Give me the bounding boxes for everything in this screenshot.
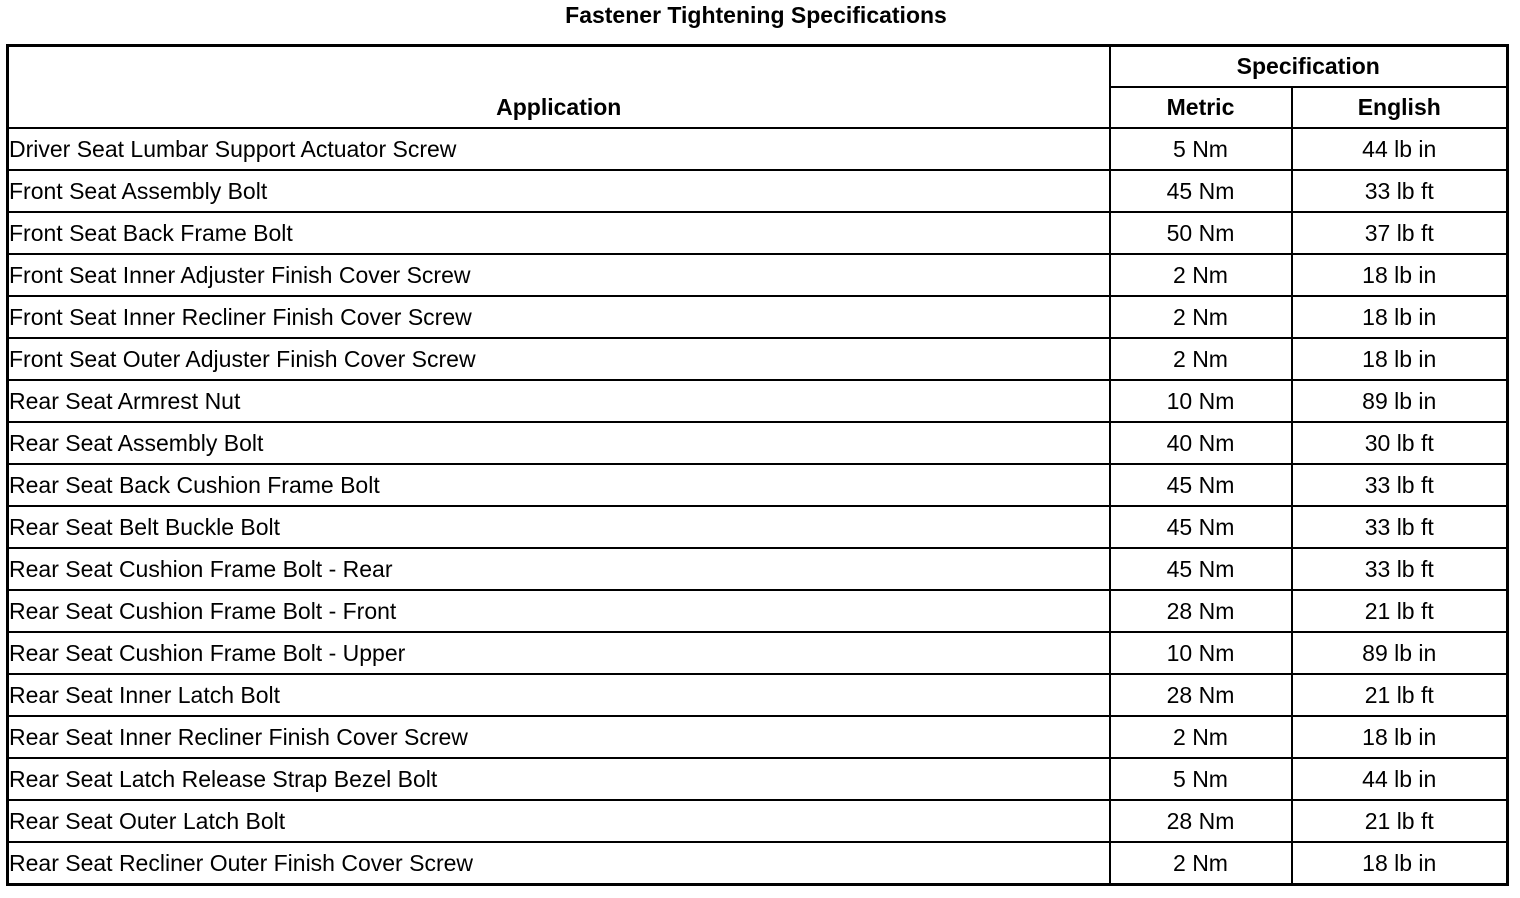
english-cell: 21 lb ft bbox=[1292, 590, 1508, 632]
application-header bbox=[8, 46, 1110, 129]
metric-cell: 45 Nm bbox=[1110, 506, 1292, 548]
metric-cell: 45 Nm bbox=[1110, 548, 1292, 590]
english-cell: 37 lb ft bbox=[1292, 212, 1508, 254]
table-row bbox=[8, 422, 1508, 464]
english-cell: 21 lb ft bbox=[1292, 674, 1508, 716]
document-title: Fastener Tightening Specifications bbox=[565, 2, 947, 28]
table-row bbox=[8, 674, 1508, 716]
application-cell: Front Seat Inner Adjuster Finish Cover Screw bbox=[8, 254, 1110, 296]
application-cell: Rear Seat Recliner Outer Finish Cover Screw bbox=[8, 842, 1110, 885]
table-row bbox=[8, 716, 1508, 758]
application-cell: Front Seat Assembly Bolt bbox=[8, 170, 1110, 212]
table-row bbox=[8, 170, 1508, 212]
metric-cell: 45 Nm bbox=[1110, 464, 1292, 506]
table-row bbox=[8, 842, 1508, 885]
specification-header-label: Specification bbox=[1236, 53, 1380, 79]
table-row bbox=[8, 380, 1508, 422]
english-cell: 21 lb ft bbox=[1292, 800, 1508, 842]
fastener-spec-table bbox=[6, 44, 1509, 886]
english-cell: 44 lb in bbox=[1292, 758, 1508, 800]
metric-cell: 2 Nm bbox=[1110, 842, 1292, 885]
application-cell: Front Seat Back Frame Bolt bbox=[8, 212, 1110, 254]
metric-cell: 2 Nm bbox=[1110, 716, 1292, 758]
application-cell: Rear Seat Cushion Frame Bolt - Front bbox=[8, 590, 1110, 632]
metric-cell: 28 Nm bbox=[1110, 590, 1292, 632]
application-cell: Rear Seat Inner Latch Bolt bbox=[8, 674, 1110, 716]
table-row bbox=[8, 590, 1508, 632]
table-row bbox=[8, 212, 1508, 254]
table-row bbox=[8, 254, 1508, 296]
specification-header bbox=[1110, 46, 1508, 88]
table-row bbox=[8, 296, 1508, 338]
english-cell: 89 lb in bbox=[1292, 380, 1508, 422]
application-cell: Front Seat Outer Adjuster Finish Cover Screw bbox=[8, 338, 1110, 380]
metric-cell: 5 Nm bbox=[1110, 128, 1292, 170]
metric-cell: 28 Nm bbox=[1110, 800, 1292, 842]
metric-cell: 10 Nm bbox=[1110, 380, 1292, 422]
metric-cell: 2 Nm bbox=[1110, 338, 1292, 380]
english-cell: 18 lb in bbox=[1292, 842, 1508, 885]
application-cell: Rear Seat Cushion Frame Bolt - Upper bbox=[8, 632, 1110, 674]
english-cell: 33 lb ft bbox=[1292, 170, 1508, 212]
application-cell: Rear Seat Belt Buckle Bolt bbox=[8, 506, 1110, 548]
english-cell: 33 lb ft bbox=[1292, 464, 1508, 506]
metric-cell: 10 Nm bbox=[1110, 632, 1292, 674]
metric-cell: 2 Nm bbox=[1110, 296, 1292, 338]
english-cell: 18 lb in bbox=[1292, 254, 1508, 296]
table-row bbox=[8, 338, 1508, 380]
english-cell: 44 lb in bbox=[1292, 128, 1508, 170]
english-cell: 18 lb in bbox=[1292, 296, 1508, 338]
application-cell: Rear Seat Assembly Bolt bbox=[8, 422, 1110, 464]
table-row bbox=[8, 632, 1508, 674]
english-cell: 18 lb in bbox=[1292, 716, 1508, 758]
metric-header bbox=[1110, 87, 1292, 128]
table-body bbox=[8, 128, 1508, 885]
english-cell: 30 lb ft bbox=[1292, 422, 1508, 464]
metric-cell: 40 Nm bbox=[1110, 422, 1292, 464]
application-header-label: Application bbox=[496, 94, 622, 120]
metric-cell: 50 Nm bbox=[1110, 212, 1292, 254]
table-header bbox=[8, 46, 1508, 129]
application-cell: Rear Seat Armrest Nut bbox=[8, 380, 1110, 422]
table-row bbox=[8, 800, 1508, 842]
metric-cell: 45 Nm bbox=[1110, 170, 1292, 212]
application-cell: Driver Seat Lumbar Support Actuator Screw bbox=[8, 128, 1110, 170]
application-cell: Front Seat Inner Recliner Finish Cover Screw bbox=[8, 296, 1110, 338]
table-row bbox=[8, 758, 1508, 800]
application-cell: Rear Seat Latch Release Strap Bezel Bolt bbox=[8, 758, 1110, 800]
metric-cell: 5 Nm bbox=[1110, 758, 1292, 800]
application-cell: Rear Seat Outer Latch Bolt bbox=[8, 800, 1110, 842]
english-header-label: English bbox=[1357, 94, 1441, 120]
english-cell: 33 lb ft bbox=[1292, 506, 1508, 548]
table-row bbox=[8, 506, 1508, 548]
metric-cell: 28 Nm bbox=[1110, 674, 1292, 716]
metric-cell: 2 Nm bbox=[1110, 254, 1292, 296]
table-row bbox=[8, 128, 1508, 170]
application-cell: Rear Seat Back Cushion Frame Bolt bbox=[8, 464, 1110, 506]
application-cell: Rear Seat Inner Recliner Finish Cover Screw bbox=[8, 716, 1110, 758]
english-cell: 33 lb ft bbox=[1292, 548, 1508, 590]
application-cell: Rear Seat Cushion Frame Bolt - Rear bbox=[8, 548, 1110, 590]
table-row bbox=[8, 548, 1508, 590]
english-cell: 18 lb in bbox=[1292, 338, 1508, 380]
metric-header-label: Metric bbox=[1166, 94, 1235, 120]
english-header bbox=[1292, 87, 1508, 128]
table-row bbox=[8, 464, 1508, 506]
english-cell: 89 lb in bbox=[1292, 632, 1508, 674]
